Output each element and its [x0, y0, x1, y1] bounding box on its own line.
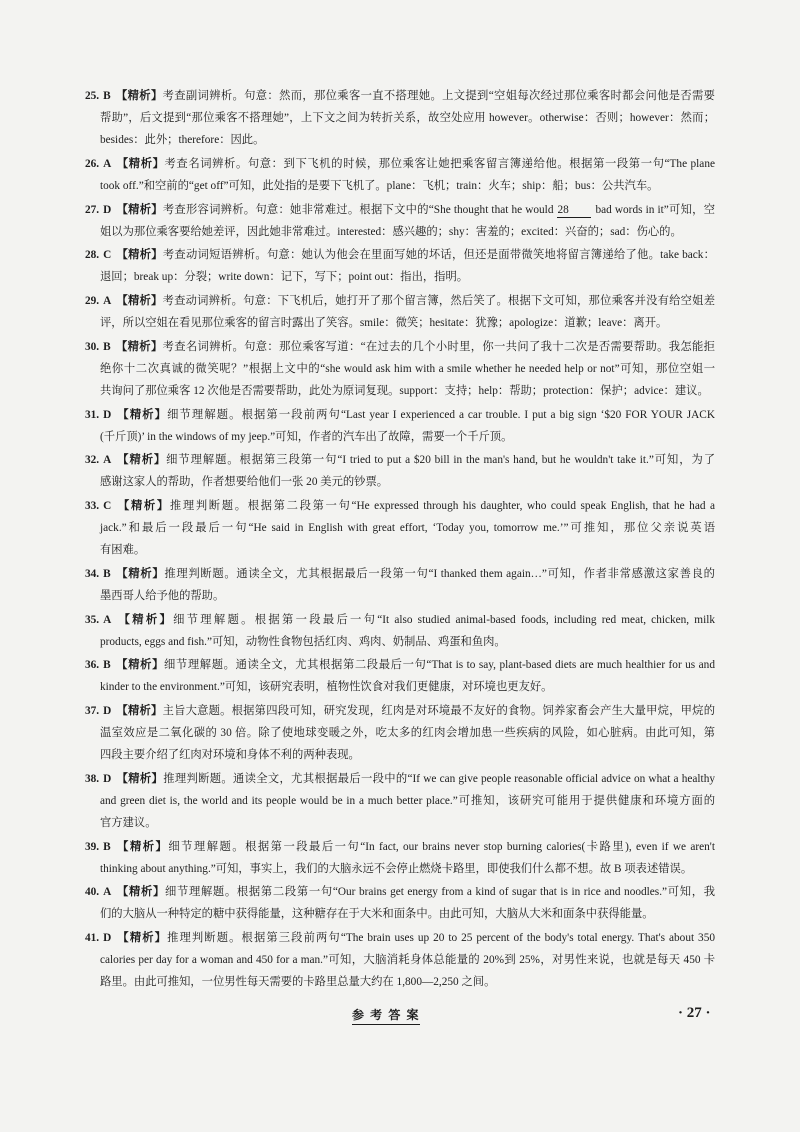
answer-item — [85, 404, 715, 448]
analysis-text: 细节理解题。通读全文，尤其根据第二段最后一句“That is to say, plant-based diets are much healthier for us and — [164, 659, 715, 672]
analysis-text: took off.”和空前的“get off”可知，此处指的是要下飞机了。plane：飞机；train：火车；ship：船；bus：公共汽车。 — [100, 179, 659, 192]
analysis-tag: 【精析】 — [116, 932, 168, 944]
item-answer: C — [103, 249, 112, 262]
item-answer: A — [103, 454, 112, 467]
analysis-line — [100, 312, 715, 334]
analysis-text: 细节理解题。根据第一段最后一句“In fact, our brains never stop burning calories(卡路里), even if we aren't — [168, 840, 715, 853]
analysis-tag: 【精析】 — [116, 249, 163, 262]
analysis-text: 帮助”，后文提到“那位乘客不搭理她”，上下文之间为转折关系，故空处应用 however。otherwise：否则；however：然而； — [100, 112, 715, 124]
analysis-text: calories per day for a woman and 450 for a man.”可知，大脑消耗身体总能量的 20%到 25%，对男性来说，也就是每天 450 卡 — [100, 954, 715, 966]
analysis-tag: 【精析】 — [115, 567, 165, 580]
analysis-text: products, eggs and fish.”可知，动物性食物包括红肉、鸡肉、奶制品、鸡蛋和鱼肉。 — [100, 635, 506, 648]
fill-blank: 28 — [557, 204, 591, 218]
analysis-text: 共询问了那位乘客 12 次他是否需要帮助，此处为原词复现。support：支持；help：帮助；protection：保护；advice：建议。 — [100, 384, 709, 397]
analysis-text: 考查动词辨析。句意：下飞机后，她打开了那个留言簿，然后笑了。根据下文可知，那位乘客并没有给空姐差 — [162, 295, 715, 307]
analysis-line — [100, 722, 715, 744]
analysis-text: 官方建议。 — [100, 816, 157, 829]
answer-item — [85, 449, 715, 493]
analysis-line — [100, 858, 715, 880]
answer-item — [85, 153, 715, 197]
analysis-tag: 【精析】 — [116, 500, 170, 512]
analysis-text: 考查动词短语辨析。句意：她认为他会在里面写她的坏话，但还是面带微笑地将留言簿递给了他。take back： — [162, 249, 715, 262]
analysis-text: 评，所以空姐在看见那位乘客的留言时露出了笑容。smile：微笑；hesitate：犹豫；apologize：道歉；leave：离开。 — [100, 317, 668, 329]
answer-item — [85, 654, 715, 698]
analysis-line — [100, 585, 715, 607]
analysis-text: 们的大脑从一种特定的糖中获得能量，这种糖存在于大米和面条中。由此可知，大脑从大米和面条中获得能量。 — [100, 908, 654, 921]
analysis-line — [100, 631, 715, 653]
analysis-line — [100, 949, 715, 971]
analysis-tag: 【精析】 — [115, 90, 163, 102]
item-number: 39. — [85, 840, 100, 853]
analysis-line — [85, 336, 715, 358]
analysis-text: 考查名词辨析。句意：到下飞机的时候，那位乘客让她把乘客留言簿递给他。根据第一段第一句“The plane — [164, 157, 715, 170]
analysis-line — [85, 404, 715, 426]
analysis-tag: 【精析】 — [116, 295, 163, 307]
analysis-line — [85, 881, 715, 903]
analysis-line — [100, 539, 715, 561]
item-number: 35. — [85, 613, 100, 626]
analysis-text: 路里。由此可推知，一位男性每天需要的卡路里总量大约在 1,800—2,250 之间。 — [100, 976, 496, 988]
analysis-line — [85, 609, 715, 631]
answer-item — [85, 495, 715, 561]
item-answer: A — [103, 613, 112, 626]
analysis-text: 细节理解题。根据第一段最后一句“It also studied animal-based foods, including red meat, chicken, milk — [173, 613, 715, 626]
analysis-tag: 【精析】 — [116, 203, 163, 216]
analysis-text: 有困难。 — [100, 544, 146, 556]
answer-item — [85, 609, 715, 653]
answer-item — [85, 563, 715, 607]
analysis-line — [85, 768, 715, 790]
item-answer: B — [103, 840, 111, 853]
answer-list — [85, 85, 715, 995]
analysis-tag: 【精析】 — [116, 454, 167, 467]
item-answer: D — [103, 705, 112, 717]
analysis-line — [100, 358, 715, 380]
answer-item — [85, 85, 715, 151]
item-number: 25. — [85, 90, 100, 102]
analysis-tag: 【精析】 — [115, 840, 169, 853]
answer-item — [85, 768, 715, 834]
analysis-line — [85, 244, 715, 266]
analysis-text: 退回；break up：分裂；write down：记下，写下；point out：指出，指明。 — [100, 271, 469, 284]
analysis-text: 推理判断题。根据第二段第一句“He expressed through his daughter, who could speak English, that he had a — [169, 500, 715, 512]
analysis-text: (千斤顶)’ in the windows of my jeep.”可知，作者的汽车出了故障，需要一个千斤顶。 — [100, 430, 513, 443]
item-number: 34. — [85, 567, 100, 580]
item-number: 36. — [85, 659, 100, 672]
analysis-line — [100, 744, 715, 766]
analysis-line — [100, 426, 715, 448]
item-answer: D — [103, 408, 112, 421]
analysis-line — [85, 563, 715, 585]
analysis-tag: 【精析】 — [116, 772, 164, 785]
analysis-line — [100, 107, 715, 129]
footer-label: 参 考 答 案 — [352, 1006, 420, 1025]
item-number: 31. — [85, 408, 100, 421]
analysis-line — [100, 517, 715, 539]
analysis-text: 温室效应是二氧化碳的 30 倍。除了使地球变暖之外，吃太多的红肉会增加患一些疾病的风险，如心脏病。由此可知，第 — [100, 727, 715, 739]
item-number: 28. — [85, 249, 100, 262]
analysis-tag: 【精析】 — [115, 659, 165, 672]
item-number: 26. — [85, 157, 100, 170]
analysis-text: 姐以为那位乘客要给她差评，因此她非常难过。interested：感兴趣的；shy：害羞的；excited：兴奋的；sad：伤心的。 — [100, 225, 682, 238]
analysis-tag: 【精析】 — [116, 613, 174, 626]
analysis-text: 主旨大意题。根据第四段可知，研究发现，红肉是对环境最不友好的食物。饲养家畜会产生大量甲烷，甲烷的 — [162, 705, 715, 717]
item-answer: A — [103, 886, 112, 899]
analysis-text: and green diet is, the world and its people would be in a much better place.”可推知，该研究可能用于提供健康和环境方面的 — [100, 794, 715, 807]
item-number: 40. — [85, 886, 100, 899]
answer-item — [85, 336, 715, 402]
analysis-tag: 【精析】 — [116, 157, 165, 170]
analysis-line — [85, 153, 715, 175]
item-number: 30. — [85, 340, 100, 353]
analysis-line — [100, 471, 715, 493]
analysis-line — [100, 221, 715, 243]
analysis-line — [85, 654, 715, 676]
answer-item — [85, 290, 715, 334]
item-answer: B — [103, 659, 111, 672]
item-answer: B — [103, 90, 111, 102]
analysis-text: 细节理解题。根据第三段第一句“I tried to put a $20 bill in the man's hand, but he wouldn't take it.”可知，为了 — [166, 454, 715, 467]
analysis-tag: 【精析】 — [116, 408, 168, 421]
analysis-text: 推理判断题。根据第三段前两句“The brain uses up 20 to 25 percent of the body's total energy. That's about 350 — [167, 932, 715, 944]
analysis-line — [85, 495, 715, 517]
answer-item — [85, 244, 715, 288]
analysis-line — [85, 449, 715, 471]
analysis-line — [100, 676, 715, 698]
analysis-line — [100, 790, 715, 812]
answer-item — [85, 881, 715, 925]
item-number: 38. — [85, 772, 100, 785]
analysis-text: kinder to the environment.”可知，该研究表明，植物性饮食对我们更健康，对环境也更友好。 — [100, 681, 553, 694]
analysis-line — [100, 129, 715, 151]
analysis-text: 考查形容词辨析。句意：她非常难过。根据下文中的“She thought that he would — [162, 203, 554, 216]
item-number: 29. — [85, 295, 100, 307]
analysis-text: 推理判断题。通读全文，尤其根据最后一段中的“If we can give people reasonable official advice on what a healthy — [163, 772, 715, 785]
analysis-text: 绝你十二次真诚的微笑呢？”根据上文中的“she would ask him with a smile whether he needed help or not”可知，那位空姐一 — [100, 362, 715, 375]
analysis-text: 四段主要介绍了红肉对环境和身体不利的两种表现。 — [100, 749, 360, 761]
analysis-line — [100, 266, 715, 288]
analysis-tag: 【精析】 — [116, 886, 165, 899]
item-number: 37. — [85, 705, 100, 717]
analysis-line — [85, 700, 715, 722]
item-answer: D — [103, 203, 112, 216]
analysis-tag: 【精析】 — [115, 340, 163, 353]
answer-item — [85, 700, 715, 766]
analysis-text: besides：此外；therefore：因此。 — [100, 134, 265, 146]
analysis-text: 考查名词辨析。句意：那位乘客写道：“在过去的几个小时里，你一共问了我十二次是否需要帮助。我怎能拒 — [162, 340, 715, 353]
answer-item — [85, 199, 715, 243]
analysis-text: 感谢这家人的帮助，作者想要给他们一张 20 美元的钞票。 — [100, 476, 389, 489]
analysis-line — [85, 927, 715, 949]
answer-item — [85, 927, 715, 993]
item-answer: C — [103, 500, 112, 512]
analysis-line — [100, 175, 715, 197]
analysis-line — [85, 199, 715, 221]
item-answer: A — [103, 157, 112, 170]
analysis-text: 考查副词辨析。句意：然而，那位乘客一直不搭理她。上文提到“空姐每次经过那位乘客时都会问他是否需要 — [162, 90, 715, 102]
analysis-text: bad words in it”可知，空 — [595, 203, 715, 216]
analysis-text: jack.”和最后一段最后一句“He said in English with great effort, ‘Today you, tomorrow me.’”可推知，那位父亲说英语 — [100, 522, 715, 534]
item-answer: B — [103, 567, 111, 580]
analysis-text: 推理判断题。通读全文，尤其根据最后一段第一句“I thanked them again…”可知，作者非常感激这家善良的 — [164, 567, 715, 580]
item-answer: D — [103, 772, 112, 785]
item-number: 33. — [85, 500, 100, 512]
analysis-line — [100, 971, 715, 993]
item-number: 32. — [85, 454, 100, 467]
analysis-line — [100, 903, 715, 925]
analysis-line — [100, 812, 715, 834]
analysis-text: thinking about anything.”可知，事实上，我们的大脑永远不会停止燃烧卡路里，即使我们什么都不想。故 B 项表述错误。 — [100, 862, 693, 875]
analysis-line — [85, 85, 715, 107]
item-answer: A — [103, 295, 112, 307]
analysis-line — [85, 836, 715, 858]
analysis-text: 细节理解题。根据第一段前两句“Last year I experienced a car trouble. I put a big sign ‘$20 FOR YOUR JACK — [167, 408, 715, 421]
item-number: 41. — [85, 932, 100, 944]
analysis-text: 墨西哥人给予他的帮助。 — [100, 589, 225, 602]
analysis-line — [100, 380, 715, 402]
answer-item — [85, 836, 715, 880]
item-number: 27. — [85, 203, 100, 216]
item-answer: B — [103, 340, 111, 353]
analysis-line — [85, 290, 715, 312]
analysis-tag: 【精析】 — [116, 705, 163, 717]
page-number: · 27 · — [678, 1005, 711, 1021]
item-answer: D — [103, 932, 112, 944]
analysis-text: 细节理解题。根据第二段第一句“Our brains get energy from a kind of sugar that is in rice and noodles.”可知，我 — [164, 886, 715, 899]
